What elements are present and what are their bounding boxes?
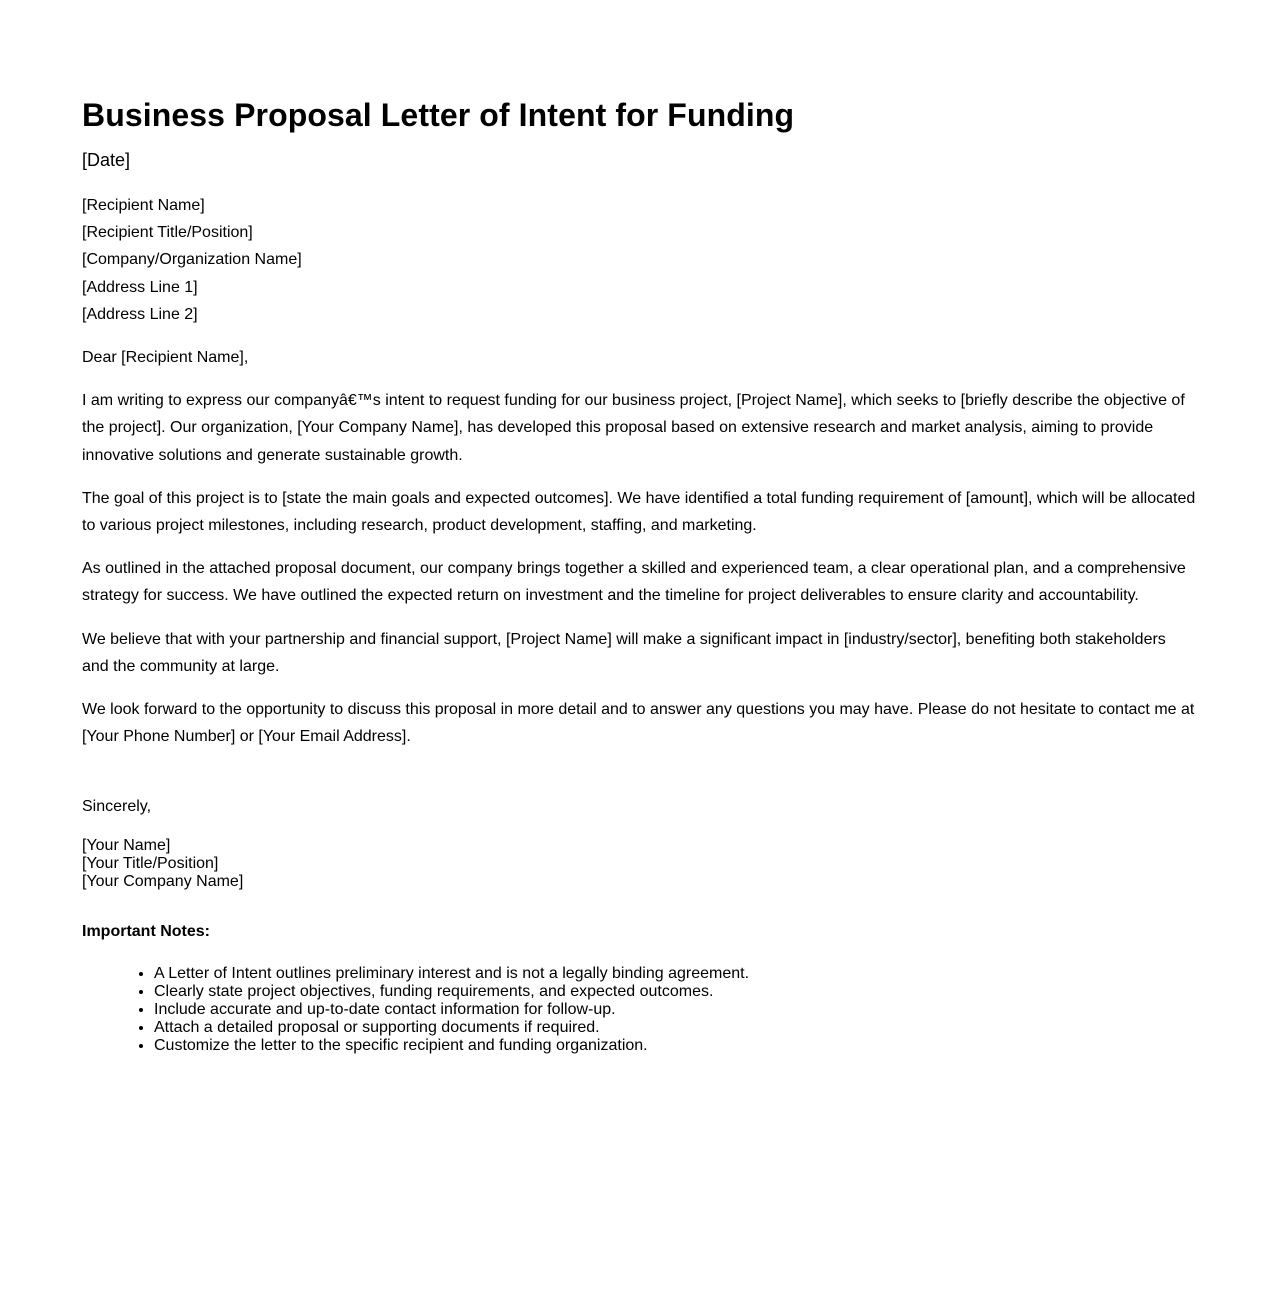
- recipient-address-line-2: [Address Line 2]: [82, 305, 198, 323]
- signature-block: [82, 837, 1196, 891]
- letter-date: [Date]: [82, 150, 131, 170]
- list-item: • Attach a detailed proposal or supporting documents if required.: [154, 1019, 1196, 1037]
- list-item: • Clearly state project objectives, funding requirements, and expected outcomes.: [154, 983, 1196, 1001]
- list-item: • Customize the letter to the specific recipient and funding organization.: [154, 1037, 1196, 1055]
- body-paragraph-intro: I am writing to express our companyâ€™s intent to request funding for our business project, [Project Name], which seeks to [briefly describe the objective of the project]. Our organization, [Your Company Name], has developed this proposal based on extensive research and market analysis, aiming to provide innovative solutions and generate sustainable growth.: [82, 392, 1185, 464]
- body-paragraph-team: As outlined in the attached proposal document, our company brings together a skilled and experienced team, a clear operational plan, and a comprehensive strategy for success. We have outlined the expected return on investment and the timeline for project deliverables to ensure clarity and accountability.: [82, 560, 1186, 605]
- signature-title: [Your Title/Position]: [82, 854, 219, 872]
- signature-name: [Your Name]: [82, 836, 171, 854]
- notes-list: [82, 965, 1196, 1055]
- recipient-title: [Recipient Title/Position]: [82, 224, 253, 242]
- body-paragraph-contact: We look forward to the opportunity to discuss this proposal in more detail and to answer any questions you may have. Please do not hesitate to contact me at [Your Phone Number] or [Your Email Address].: [82, 701, 1195, 746]
- notes-heading: Important Notes:: [82, 922, 210, 940]
- body-paragraph-impact: We believe that with your partnership and financial support, [Project Name] will make a significant impact in [industry/sector], benefiting both stakeholders and the community at large.: [82, 630, 1166, 675]
- list-item: • Include accurate and up-to-date contact information for follow-up.: [154, 1001, 1196, 1019]
- recipient-company: [Company/Organization Name]: [82, 251, 302, 269]
- list-item: • A Letter of Intent outlines preliminary interest and is not a legally binding agreement.: [154, 965, 1196, 983]
- body-paragraph-goals: The goal of this project is to [state the main goals and expected outcomes]. We have identified a total funding requirement of [amount], which will be allocated to various project milestones, including research, product development, staffing, and marketing.: [82, 489, 1196, 535]
- recipient-address-block: [82, 192, 1196, 328]
- recipient-address-line-1: [Address Line 1]: [82, 278, 198, 296]
- recipient-name: [Recipient Name]: [82, 197, 205, 214]
- salutation: Dear [Recipient Name],: [82, 349, 249, 367]
- closing: Sincerely,: [82, 798, 152, 816]
- page-title: Business Proposal Letter of Intent for Funding: [82, 97, 795, 133]
- signature-company: [Your Company Name]: [82, 872, 244, 890]
